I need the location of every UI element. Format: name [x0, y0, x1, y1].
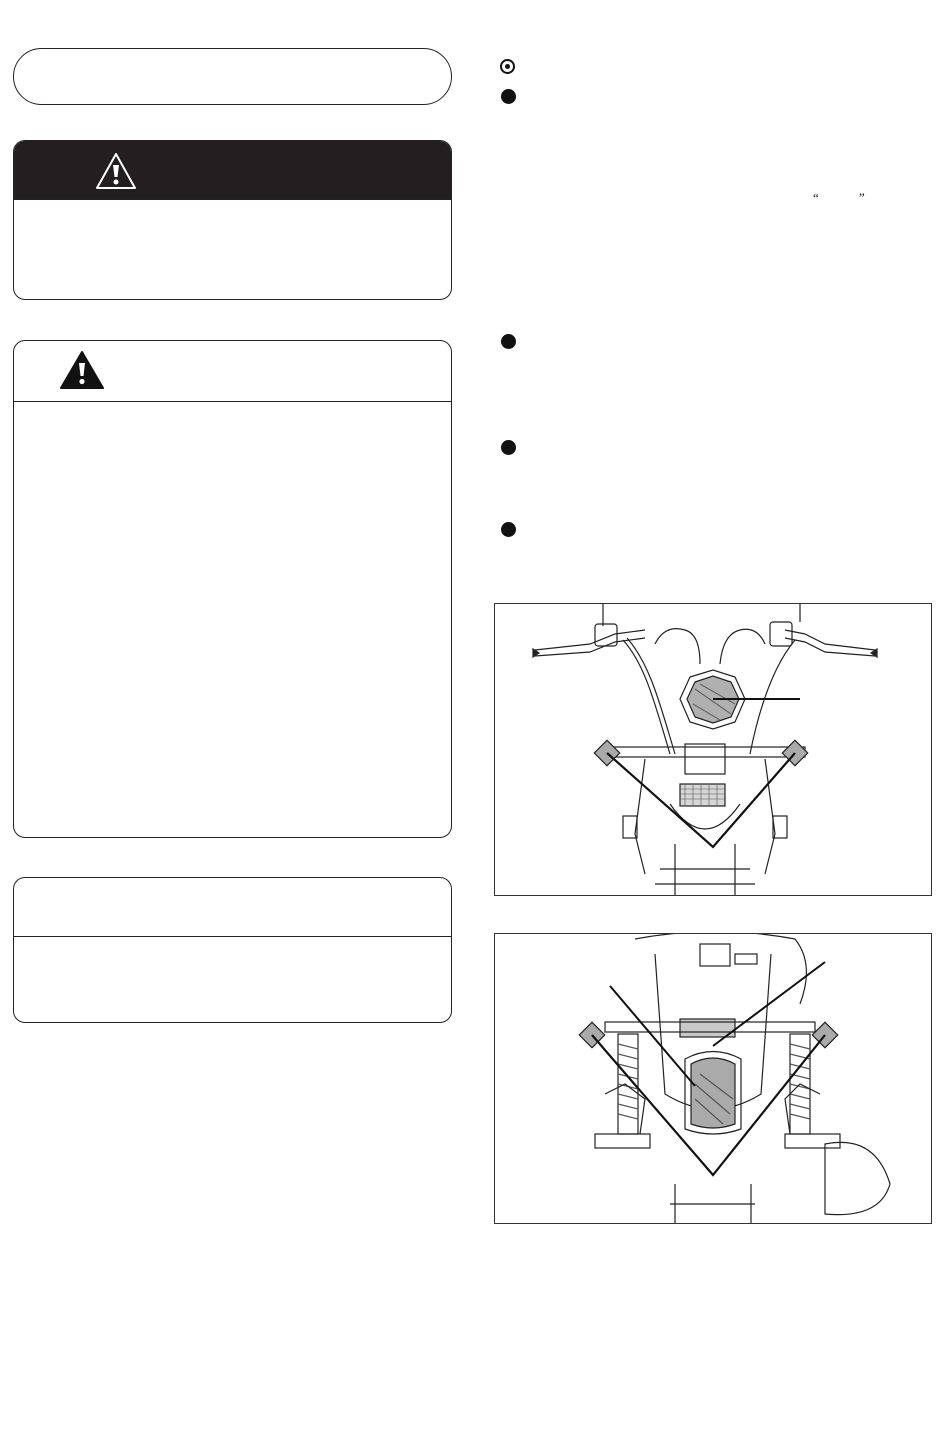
caution-triangle-icon [94, 151, 138, 191]
bullet-icon [501, 334, 516, 349]
warning-triangle-icon [59, 350, 105, 390]
motorcycle-front-illustration [495, 604, 931, 895]
quote-open: “ [813, 190, 819, 205]
warning-box [13, 340, 452, 838]
caution-header [14, 141, 451, 200]
warning-header [14, 341, 451, 402]
figure-front-view [494, 603, 932, 896]
section-title-pill [13, 48, 452, 105]
note-header [14, 878, 451, 937]
quote-close: ” [859, 190, 865, 205]
caution-box [13, 140, 452, 300]
motorcycle-rear-illustration [495, 934, 931, 1223]
bullet-icon [501, 89, 516, 104]
target-bullet-icon [500, 59, 515, 74]
bullet-icon [501, 440, 516, 455]
figure-rear-view [494, 933, 932, 1224]
bullet-icon [501, 522, 516, 537]
note-box [13, 877, 452, 1023]
